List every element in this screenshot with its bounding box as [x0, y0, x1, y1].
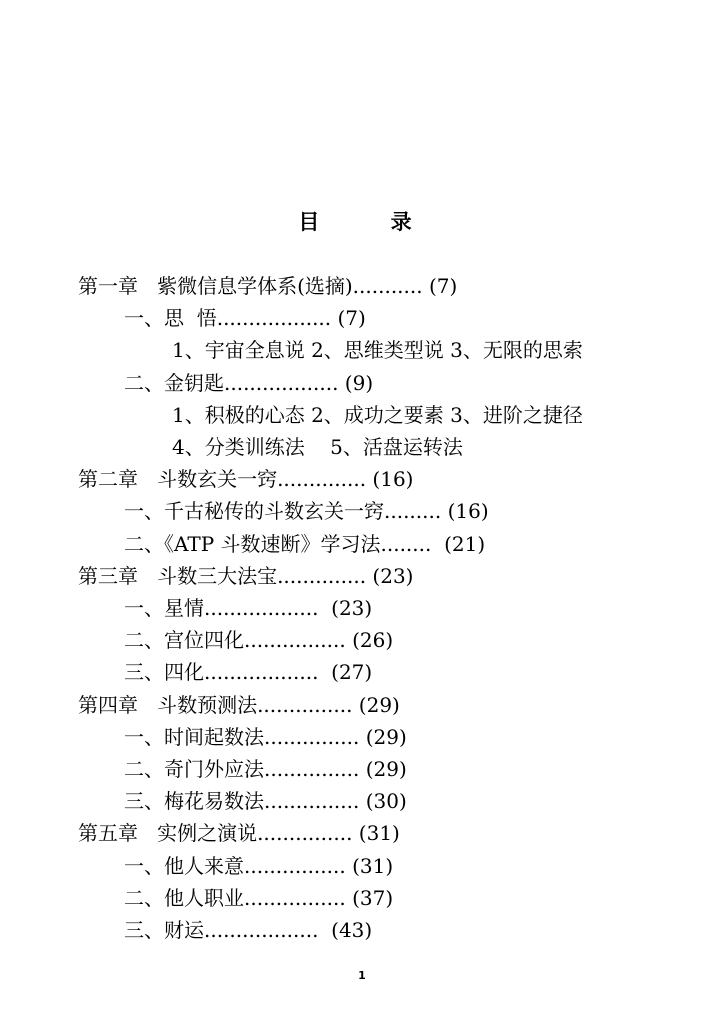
toc-section-entry: 三、财运.................. (43): [124, 918, 373, 942]
toc-chapter-entry: 第三章 斗数三大法宝.............. (23): [78, 564, 414, 588]
toc-section-entry: 一、星情.................. (23): [124, 596, 373, 620]
toc-section-entry: 三、四化.................. (27): [124, 660, 373, 684]
toc-subsection-entry: 1、积极的心态 2、成功之要素 3、进阶之捷径: [172, 403, 583, 427]
toc-section-entry: 一、他人来意................ (31): [124, 854, 394, 878]
toc-section-entry: 二、《ATP 斗数速断》学习法........ (21): [124, 532, 486, 556]
toc-chapter-entry: 第四章 斗数预测法............... (29): [78, 693, 400, 717]
toc-subsection-entry: 1、宇宙全息说 2、思维类型说 3、无限的思索: [172, 338, 583, 362]
toc-section-entry: 一、千古秘传的斗数玄关一窍......... (16): [124, 499, 489, 523]
toc-section-entry: 一、思 悟.................. (7): [124, 306, 366, 330]
toc-section-entry: 二、他人职业................ (37): [124, 886, 394, 910]
toc-section-entry: 二、宫位四化................ (26): [124, 628, 394, 652]
toc-section-entry: 二、奇门外应法............... (29): [124, 757, 407, 781]
toc-section-entry: 一、时间起数法............... (29): [124, 725, 407, 749]
toc-chapter-entry: 第一章 紫微信息学体系(选摘)........... (7): [78, 274, 458, 298]
toc-title: 目 录: [298, 210, 444, 234]
toc-chapter-entry: 第五章 实例之演说............... (31): [78, 821, 400, 845]
page-number: 1: [358, 969, 366, 982]
toc-section-entry: 三、梅花易数法............... (30): [124, 789, 407, 813]
toc-subsection-entry: 4、分类训练法 5、活盘运转法: [172, 435, 463, 459]
toc-chapter-entry: 第二章 斗数玄关一窍.............. (16): [78, 467, 414, 491]
toc-section-entry: 二、金钥匙.................. (9): [124, 371, 374, 395]
